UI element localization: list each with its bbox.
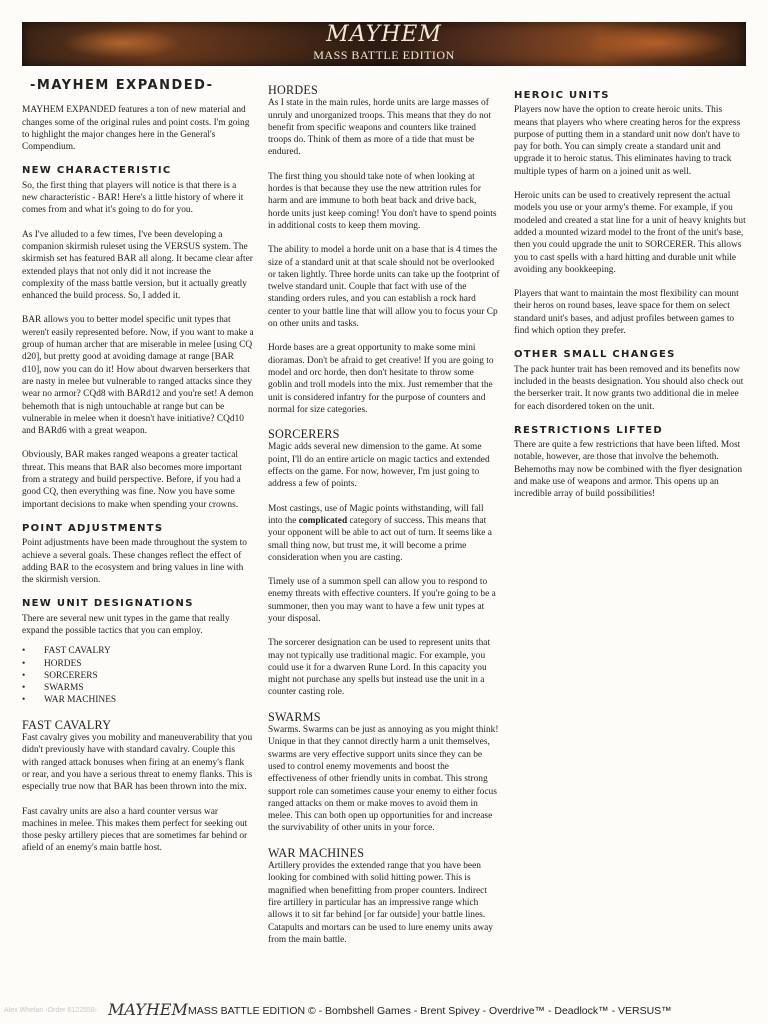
paragraph: Heroic units can be used to creatively represent the actual models you use or your army's theme. For example, if you modeled and created a stat line for a unit of heavy knights but added a mounted wizard model to the front of the unit's base, then you could upgrade the unit to SORCERER. This allows you to cast spells with a hard hitting and durable unit while avoiding any bookkeeping. (514, 191, 746, 275)
section-heading-point-adjustments: POINT ADJUSTMENTS (22, 522, 164, 534)
paragraph: Players that want to maintain the most flexibility can mount their heros on round bases, leave space for them on select standard unit's bases, and adjust profiles between games to find which option they prefer. (514, 289, 739, 337)
paragraph: Players now have the option to create heroic units. This means that players who where creating heros for the express purpose of putting them in a standard unit now don't have to pay for both. You can simply create a standard unit and upgrade it to heroic status. This eliminates having to track multiple types of harm on a joined unit as well. (514, 105, 741, 177)
subsection-heading-war-machines: WAR MACHINES (268, 845, 365, 860)
paragraph: Timely use of a summon spell can allow you to respond to enemy threats with effective counters. If you're going to be a summoner, then you may want to have a few unit types at your disposal. (268, 577, 496, 624)
paragraph: The sorcerer designation can be used to represent units that may not typically use traditional magic. For example, you could use it for a dwarven Rune Lord. In this capacity you might not purchase any spells but instead use the unit in a counter casting role. (268, 638, 491, 698)
text-run: category of success. This means that your opponent will be able to act out of turn. It seems like a small thing now, but trust me, it will become a prime consideration when you are casting. (268, 515, 492, 563)
banner-subtitle: MASS BATTLE EDITION (313, 48, 455, 62)
page-footer (0, 1000, 768, 1020)
section-heading-heroic-units: HEROIC UNITS (514, 90, 610, 101)
paragraph: The pack hunter trait has been removed and its benefits now included in the beasts designation. You should also check out the berserker trait. It now grants two additional die in melee for each disordered token on the unit. (514, 364, 744, 412)
watermark-text: Alex Whelan ‹Order 6122558› (4, 1007, 97, 1014)
paragraph: As I've alluded to a few times, I've been developing a companion skirmish ruleset using the VERSUS system. The skirmish set has featured BAR all along. It became clear after extended plays that not only did it not increase the complexity of the mass battle version, but it actually greatly enhanced the build process. So, I added it. (22, 229, 253, 302)
column-2 (268, 84, 500, 958)
subsection-heading-fast-cavalry: FAST CAVALRY (22, 717, 112, 732)
section-heading-restrictions-lifted: RESTRICTIONS LIFTED (514, 424, 663, 436)
unit-type-list (22, 645, 254, 706)
paragraph: Fast cavalry gives you mobility and maneuverability that you didn't previously have with standard cavalry. Couple this with ranged attack bonuses when firing at an enemy's flank or rear, and you have a serious threat to enemy flanks. This is especially true now that BAR has been thrown into the mix. (22, 733, 253, 793)
column-3 (514, 90, 746, 513)
footer-logo: MAYHEM (108, 1000, 188, 1019)
list-item: • FAST CAVALRY (22, 645, 254, 657)
header-banner (22, 22, 746, 66)
footer-copyright: MASS BATTLE EDITION © - Bombshell Games - Brent Spivey - Overdrive™ - Deadlock™ - VERSUS™ (188, 1005, 672, 1017)
paragraph: There are several new unit types in the game that really expand the possible tactics that you can employ. (22, 613, 230, 636)
section-heading-other-small-changes: OTHER SMALL CHANGES (514, 349, 676, 361)
mayhem-logo: MAYHEM (326, 22, 442, 47)
intro-paragraph: MAYHEM EXPANDED features a ton of new material and changes some of the original rules and point costs. I'm going to highlight the major changes here in the General's Compendium. (22, 105, 250, 153)
paragraph: Swarms. Swarms can be just as annoying as you might think! Unique in that they cannot directly harm a unit themselves, swarms are very effective support units since they can be used to control enemy movements and boost the effectiveness of other friendly units in combat. This strong support role can sometimes cause your enemy to either focus ranged attacks on them or make moves to avoid them in melee. This can both open up opportunities for and increase the survivability of other units in your force. (268, 725, 499, 834)
paragraph: So, the first thing that players will notice is that there is a new characteristic - BAR! Here's a little history of where it comes from and what it's going to do for you. (22, 180, 244, 216)
paragraph: Horde bases are a great opportunity to make some mini dioramas. Don't be afraid to get creative! If you are going to model and orc horde, then don't hesitate to throw some goblin and troll models into the mix. Just remember that the unit is considered infantry for the purpose of counters and normal for size categories. (268, 343, 494, 415)
column-1 (22, 80, 254, 867)
section-heading-new-unit-designations: NEW UNIT DESIGNATIONS (22, 598, 194, 610)
page-title: -MAYHEM EXPANDED- (30, 78, 214, 93)
paragraph: Obviously, BAR makes ranged weapons a greater tactical threat. This means that BAR also becomes more important from a strategy and build perspective. Before, if you had a good CQ, then everything was fine. Now you have some important decisions to make when spending your crowns. (22, 450, 242, 510)
list-item: • WAR MACHINES (22, 694, 254, 706)
paragraph: Magic adds several new dimension to the game. At some point, I'll do an entire article on magic tactics and extended effects on the game. For now, however, I'm just going to address a few of points. (268, 442, 490, 490)
list-item: • HORDES (22, 658, 254, 670)
paragraph: Artillery provides the extended range that you have been looking for combined with solid hitting power. This is magnified when benefitting from proper counters. Indirect fire artillery in particular has an impressive range which allows it to sit far behind [or far outside] your battle lines. Catapults and mortars can be used to lure enemy units away from the main battle. (268, 861, 493, 945)
paragraph: Point adjustments have been made throughout the system to achieve a several goals. These changes reflect the effect of adding BAR to the ecosystem and bring values in line with the skirmish version. (22, 538, 247, 586)
paragraph: There are quite a few restrictions that have been lifted. Most notable, however, are those that involve the behemoth. Behemoths may now be combined with the flyer designation and make use of weapons and armor. This opens up an incredible array of build possibilities! (514, 440, 743, 500)
subsection-heading-hordes: HORDES (268, 83, 318, 97)
subsection-heading-swarms: SWARMS (268, 709, 321, 724)
paragraph: The first thing you should take note of when looking at hordes is that because they use the new attrition rules for harm and are immune to both beat back and drive back, horde units just keep coming! You don't have to spend points in additional costs to keep them moving. (268, 171, 497, 231)
paragraph (268, 503, 500, 564)
list-item: • SORCERERS (22, 670, 254, 682)
paragraph: The ability to model a horde unit on a base that is 4 times the size of a standard unit at that scale should not be overlooked or taken lightly. Three horde units can take up the footprint of twelve standard unit. Couple that fact with use of the standing orders rules, and you can establish a rock hard center to your battle line that will allow you to focus your Cp on other units and tasks. (268, 245, 500, 330)
paragraph: Fast cavalry units are also a hard counter versus war machines in melee. This makes them perfect for seeking out those pesky artillery pieces that are sometimes far behind or afield of an enemy's main battle host. (22, 806, 248, 854)
bold-term: complicated (298, 515, 348, 526)
text-run: Most castings, use of Magic points withstanding, will fall into the (268, 503, 484, 526)
subsection-heading-sorcerers: SORCERERS (268, 427, 340, 442)
list-item: • SWARMS (22, 682, 254, 694)
section-heading-new-characteristic: NEW CHARACTERISTIC (22, 165, 172, 177)
paragraph: BAR allows you to better model specific unit types that weren't easily represented before. Now, if you want to make a group of human archer that are miserable in melee [using CQ d20], but pretty good at avoiding damage at range [BAR d10], now you can do it! How about dwarven berserkers that are nasty in melee but vulnerable to ranged attacks since they wear no armor? CQd8 with BARd12 and you're set! A demon behemoth that is nigh untouchable at range but can be vulnerable in melee when it doesn't have initiative? CQd10 and BARd6 with a great weapon. (22, 315, 254, 437)
paragraph: As I state in the main rules, horde units are large masses of unruly and unorganized troops. This means that they do not benefit from specific weapons and counters like trained troops do. Think of them as more of a tide that must be endured. (268, 98, 492, 158)
